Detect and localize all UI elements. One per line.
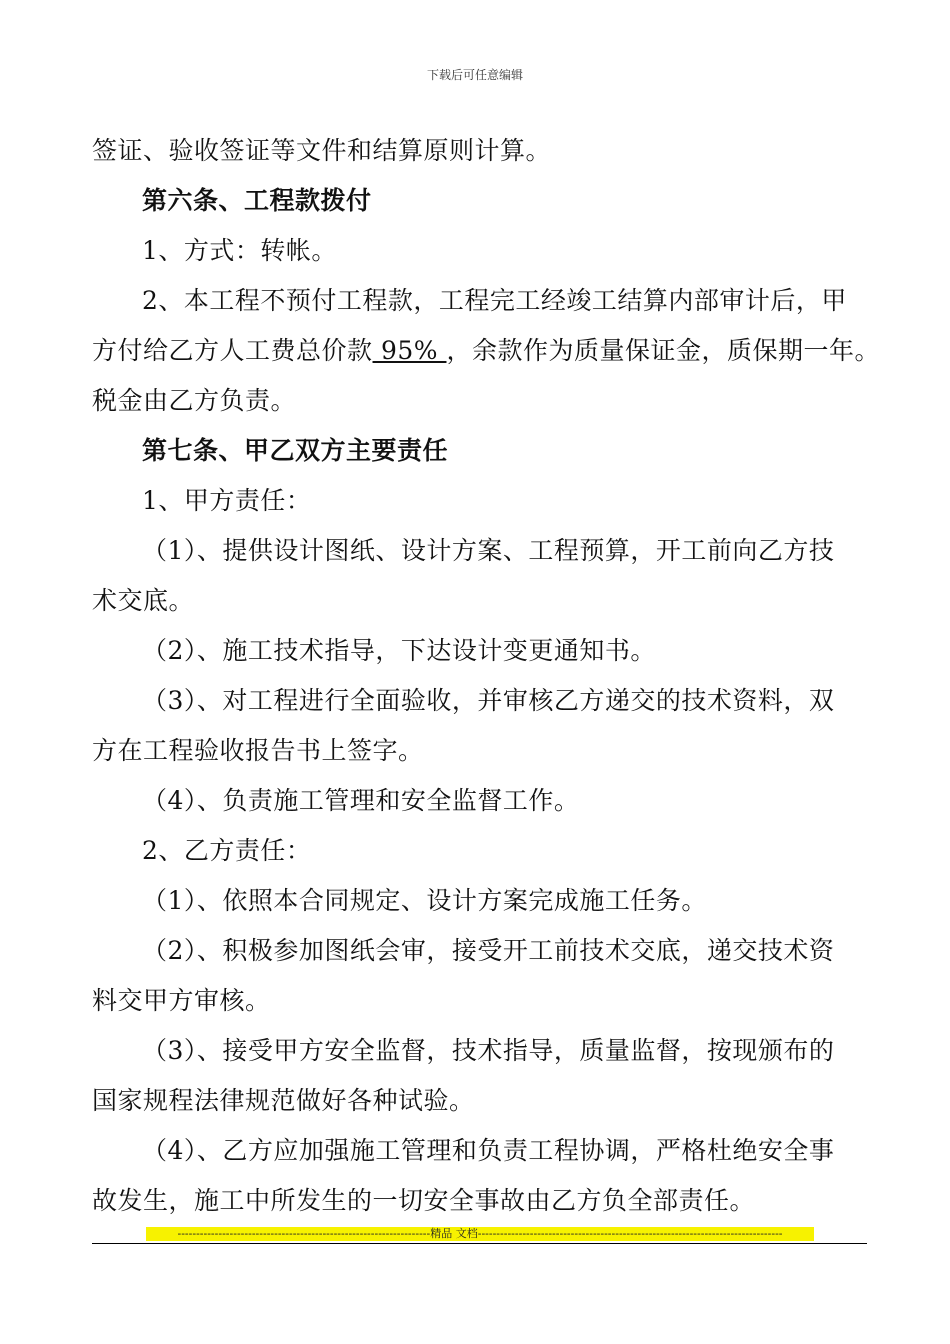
underlined-value: 95% xyxy=(372,336,447,365)
body-line: （1）、依照本合同规定、设计方案完成施工任务。 xyxy=(142,886,707,915)
footer-banner: --------------------------------------------------------------------精品 文档---------------------------------------------------------------------------------- xyxy=(146,1227,814,1241)
body-line: 1、甲方责任： xyxy=(142,486,312,515)
page-header: 下载后可任意编辑 xyxy=(426,68,523,82)
body-line: 2、本工程不预付工程款，工程完工经竣工结算内部审计后，甲 xyxy=(142,286,847,315)
body-line: 术交底。 xyxy=(92,586,195,615)
body-line: （4）、乙方应加强施工管理和负责工程协调，严格杜绝安全事 xyxy=(142,1136,835,1165)
body-line: 签证、验收签证等文件和结算原则计算。 xyxy=(92,136,552,165)
body-line: （2）、积极参加图纸会审，接受开工前技术交底，递交技术资 xyxy=(142,936,835,965)
body-text: 方付给乙方人工费总价款 xyxy=(92,336,373,365)
body-line: （3）、接受甲方安全监督，技术指导，质量监督，按现颁布的 xyxy=(142,1036,835,1065)
body-line: 税金由乙方负责。 xyxy=(92,386,297,415)
body-line: 故发生，施工中所发生的一切安全事故由乙方负全部责任。 xyxy=(92,1186,756,1215)
section-heading: 第六条、工程款拨付 xyxy=(142,186,372,215)
footer-divider xyxy=(92,1243,867,1244)
body-line: 料交甲方审核。 xyxy=(92,986,271,1015)
section-heading: 第七条、甲乙双方主要责任 xyxy=(142,436,449,465)
body-line: 1、方式：转帐。 xyxy=(142,236,337,265)
body-line: （4）、负责施工管理和安全监督工作。 xyxy=(142,786,580,815)
body-line: （3）、对工程进行全面验收，并审核乙方递交的技术资料，双 xyxy=(142,686,835,715)
body-line: 国家规程法律规范做好各种试验。 xyxy=(92,1086,475,1115)
body-line: （2）、施工技术指导，下达设计变更通知书。 xyxy=(142,636,656,665)
body-line: 方在工程验收报告书上签字。 xyxy=(92,736,424,765)
body-line xyxy=(92,336,892,366)
body-line: （1）、提供设计图纸、设计方案、工程预算，开工前向乙方技 xyxy=(142,536,835,565)
body-line: 2、乙方责任： xyxy=(142,836,312,865)
body-text: ，余款作为质量保证金，质保期一年。 xyxy=(446,336,880,365)
